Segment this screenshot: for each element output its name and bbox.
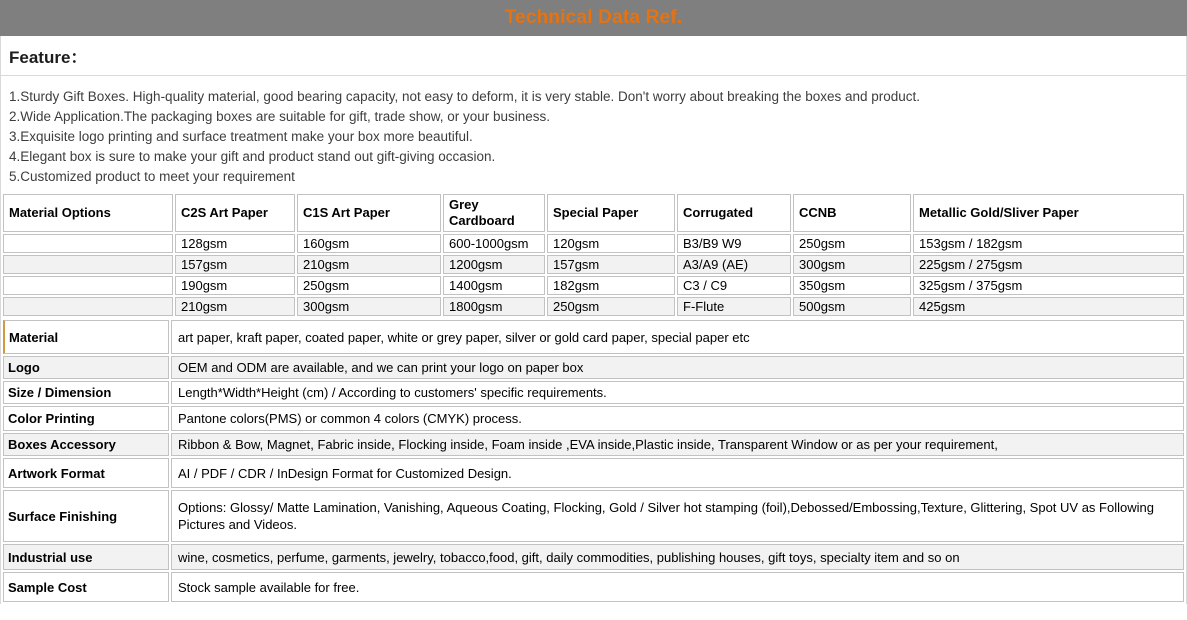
table-row <box>3 234 1184 253</box>
specifications-table <box>1 318 1186 604</box>
title-bar <box>0 0 1187 36</box>
spec-label: Color Printing <box>3 406 169 431</box>
table-row <box>3 297 1184 316</box>
feature-item: 5.Customized product to meet your requirement <box>9 169 295 184</box>
feature-item: 2.Wide Application.The packaging boxes are suitable for gift, trade show, or your business. <box>9 109 551 124</box>
table-cell: 300gsm <box>297 297 441 316</box>
table-cell: 153gsm / 182gsm <box>913 234 1184 253</box>
table-row <box>3 255 1184 274</box>
spec-label: Artwork Format <box>3 458 169 488</box>
spec-row <box>3 406 1184 431</box>
feature-item: 3.Exquisite logo printing and surface treatment make your box more beautiful. <box>9 129 473 144</box>
table-cell <box>3 297 173 316</box>
column-header: Corrugated <box>677 194 791 232</box>
spec-label: Surface Finishing <box>3 490 169 542</box>
column-header: CCNB <box>793 194 911 232</box>
spec-value: Options: Glossy/ Matte Lamination, Vanishing, Aqueous Coating, Flocking, Gold / Silver hot stamping (foil),Debossed/Embossing,Texture, Glittering, Spot UV as Following Pictures and Videos. <box>171 490 1184 542</box>
table-cell: 190gsm <box>175 276 295 295</box>
table-cell: 1400gsm <box>443 276 545 295</box>
spec-label: Sample Cost <box>3 572 169 602</box>
table-cell: 250gsm <box>297 276 441 295</box>
column-header: Special Paper <box>547 194 675 232</box>
feature-item: 1.Sturdy Gift Boxes. High-quality material, good bearing capacity, not easy to deform, it is very stable. Don't worry about breaking the boxes and product. <box>9 89 921 104</box>
table-cell: 250gsm <box>547 297 675 316</box>
table-cell: 120gsm <box>547 234 675 253</box>
table-cell <box>3 234 173 253</box>
spec-label: Boxes Accessory <box>3 433 169 456</box>
material-options-table <box>1 192 1186 318</box>
spec-row <box>3 381 1184 404</box>
table-header-row <box>3 194 1184 232</box>
spec-row <box>3 356 1184 379</box>
table-cell: 157gsm <box>175 255 295 274</box>
table-cell: A3/A9 (AE) <box>677 255 791 274</box>
spec-value: Pantone colors(PMS) or common 4 colors (CMYK) process. <box>171 406 1184 431</box>
table-cell: 300gsm <box>793 255 911 274</box>
column-header: C2S Art Paper <box>175 194 295 232</box>
spec-label: Size / Dimension <box>3 381 169 404</box>
page-title: Technical Data Ref. <box>504 7 683 28</box>
table-cell: B3/B9 W9 <box>677 234 791 253</box>
table-cell: 325gsm / 375gsm <box>913 276 1184 295</box>
spec-value: art paper, kraft paper, coated paper, white or grey paper, silver or gold card paper, special paper etc <box>171 320 1184 354</box>
spec-row <box>3 458 1184 488</box>
table-cell: 182gsm <box>547 276 675 295</box>
spec-row <box>3 320 1184 354</box>
spec-value: AI / PDF / CDR / InDesign Format for Customized Design. <box>171 458 1184 488</box>
feature-list <box>1 76 1186 189</box>
spec-value: Length*Width*Height (cm) / According to customers' specific requirements. <box>171 381 1184 404</box>
table-cell <box>3 255 173 274</box>
table-cell: 1200gsm <box>443 255 545 274</box>
table-cell: C3 / C9 <box>677 276 791 295</box>
table-cell: F-Flute <box>677 297 791 316</box>
spec-value: Stock sample available for free. <box>171 572 1184 602</box>
spec-value: OEM and ODM are available, and we can print your logo on paper box <box>171 356 1184 379</box>
column-header: C1S Art Paper <box>297 194 441 232</box>
table-cell: 1800gsm <box>443 297 545 316</box>
table-row <box>3 276 1184 295</box>
table-cell: 160gsm <box>297 234 441 253</box>
column-header: Metallic Gold/Sliver Paper <box>913 194 1184 232</box>
spec-row <box>3 490 1184 542</box>
spec-value: Ribbon & Bow, Magnet, Fabric inside, Flocking inside, Foam inside ,EVA inside,Plastic inside, Transparent Window or as per your requirement, <box>171 433 1184 456</box>
table-cell <box>3 276 173 295</box>
spec-value: wine, cosmetics, perfume, garments, jewelry, tobacco,food, gift, daily commodities, publishing houses, gift toys, specialty item and so on <box>171 544 1184 570</box>
table-cell: 425gsm <box>913 297 1184 316</box>
table-cell: 500gsm <box>793 297 911 316</box>
feature-heading: Feature： <box>1 36 1186 76</box>
table-cell: 250gsm <box>793 234 911 253</box>
feature-item: 4.Elegant box is sure to make your gift and product stand out gift-giving occasion. <box>9 149 496 164</box>
spec-row <box>3 544 1184 570</box>
spec-label: Material <box>3 320 169 354</box>
content-area <box>0 36 1187 604</box>
table-cell: 128gsm <box>175 234 295 253</box>
table-cell: 157gsm <box>547 255 675 274</box>
column-header: Grey Cardboard <box>443 194 545 232</box>
spec-label: Logo <box>3 356 169 379</box>
table-cell: 600-1000gsm <box>443 234 545 253</box>
column-header: Material Options <box>3 194 173 232</box>
table-cell: 210gsm <box>297 255 441 274</box>
spec-row <box>3 433 1184 456</box>
spec-row <box>3 572 1184 602</box>
table-cell: 210gsm <box>175 297 295 316</box>
table-cell: 225gsm / 275gsm <box>913 255 1184 274</box>
spec-label: Industrial use <box>3 544 169 570</box>
table-cell: 350gsm <box>793 276 911 295</box>
